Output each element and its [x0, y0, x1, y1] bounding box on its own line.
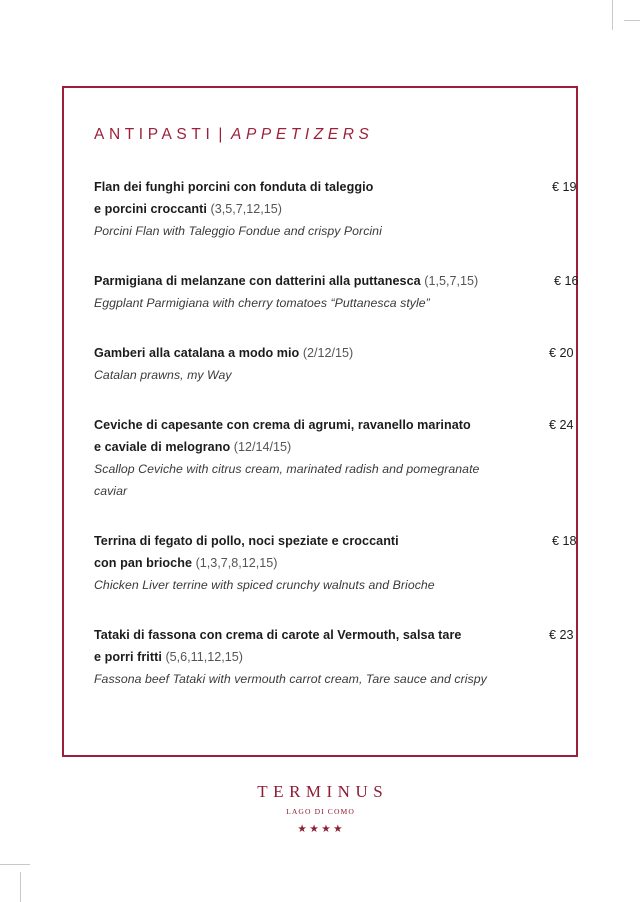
menu-item-name-text: Ceviche di capesante con crema di agrumi, ravanello marinato — [94, 418, 471, 432]
allergen-codes: (1,3,7,8,12,15) — [195, 556, 278, 570]
menu-item-name-block — [94, 342, 514, 386]
allergen-codes: (5,6,11,12,15) — [165, 650, 243, 664]
menu-item-name-line — [94, 530, 514, 552]
star-rating-icon: ★★★★ — [297, 823, 346, 835]
menu-item-name-block — [94, 414, 514, 502]
menu-frame — [62, 86, 578, 757]
menu-item-name-block — [94, 530, 514, 596]
menu-item-description: Porcini Flan with Taleggio Fondue and crispy Porcini — [94, 224, 382, 238]
footer-logo — [0, 782, 640, 835]
menu-item-price: € 23 — [549, 628, 574, 642]
menu-item-name-line — [94, 198, 514, 220]
section-title-separator: | — [218, 126, 227, 143]
menu-item-name-text: Terrina di fegato di pollo, noci speziate e croccanti — [94, 534, 399, 548]
menu-item-name-line — [94, 646, 514, 668]
menu-item-name-line — [94, 176, 514, 198]
crop-mark-top-right-horizontal — [624, 20, 640, 21]
menu-item-price: € 24 — [549, 418, 574, 432]
hotel-name: TERMINUS — [257, 782, 389, 801]
menu-item — [94, 624, 574, 690]
menu-item-description: Catalan prawns, my Way — [94, 368, 232, 382]
menu-item-name-line — [94, 342, 514, 364]
menu-item-name-text: e porri fritti — [94, 650, 162, 664]
section-title — [94, 126, 373, 144]
crop-mark-top-right-vertical — [612, 0, 613, 30]
menu-item — [94, 176, 577, 242]
menu-item-name-line — [94, 624, 514, 646]
allergen-codes: (2/12/15) — [302, 346, 354, 360]
section-title-italian: ANTIPASTI — [94, 126, 215, 143]
allergen-codes: (1,5,7,15) — [424, 274, 479, 288]
menu-item-name-text: Flan dei funghi porcini con fonduta di taleggio — [94, 180, 374, 194]
menu-item-name-text: e porcini croccanti — [94, 202, 207, 216]
menu-item — [94, 270, 579, 314]
menu-item-description: Chicken Liver terrine with spiced crunchy walnuts and Brioche — [94, 578, 435, 592]
crop-mark-bottom-left-vertical — [20, 872, 21, 902]
menu-item-name-text: e caviale di melograno — [94, 440, 231, 454]
menu-item-price: € 20 — [549, 346, 574, 360]
menu-item-description: Eggplant Parmigiana with cherry tomatoes “Puttanesca style” — [94, 296, 430, 310]
menu-item-description: Scallop Ceviche with citrus cream, marinated radish and pomegranate caviar — [94, 462, 480, 498]
menu-item — [94, 414, 574, 502]
menu-item-name-block — [94, 624, 514, 690]
allergen-codes: (12/14/15) — [233, 440, 292, 454]
menu-item-name-line — [94, 436, 514, 458]
menu-item — [94, 530, 577, 596]
menu-item-name-block — [94, 270, 514, 314]
menu-item-name-text: Parmigiana di melanzane con datterini alla puttanesca — [94, 274, 421, 288]
menu-item-name-line — [94, 270, 514, 292]
menu-item-price: € 18 — [552, 534, 577, 548]
menu-item-list — [94, 176, 579, 690]
crop-mark-bottom-left-horizontal — [0, 864, 30, 865]
menu-item-name-line — [94, 414, 514, 436]
menu-item-price: € 16 — [554, 274, 579, 288]
menu-item — [94, 342, 574, 386]
hotel-location: LAGO DI COMO — [286, 807, 355, 816]
menu-item-name-block — [94, 176, 514, 242]
menu-item-name-text: con pan brioche — [94, 556, 193, 570]
menu-item-name-text: Gamberi alla catalana a modo mio — [94, 346, 300, 360]
menu-item-name-text: Tataki di fassona con crema di carote al Vermouth, salsa tare — [94, 628, 462, 642]
section-title-english: APPETIZERS — [231, 126, 374, 143]
menu-item-description: Fassona beef Tataki with vermouth carrot cream, Tare sauce and crispy — [94, 672, 487, 686]
menu-item-name-line — [94, 552, 514, 574]
menu-item-price: € 19 — [552, 180, 577, 194]
allergen-codes: (3,5,7,12,15) — [210, 202, 282, 216]
